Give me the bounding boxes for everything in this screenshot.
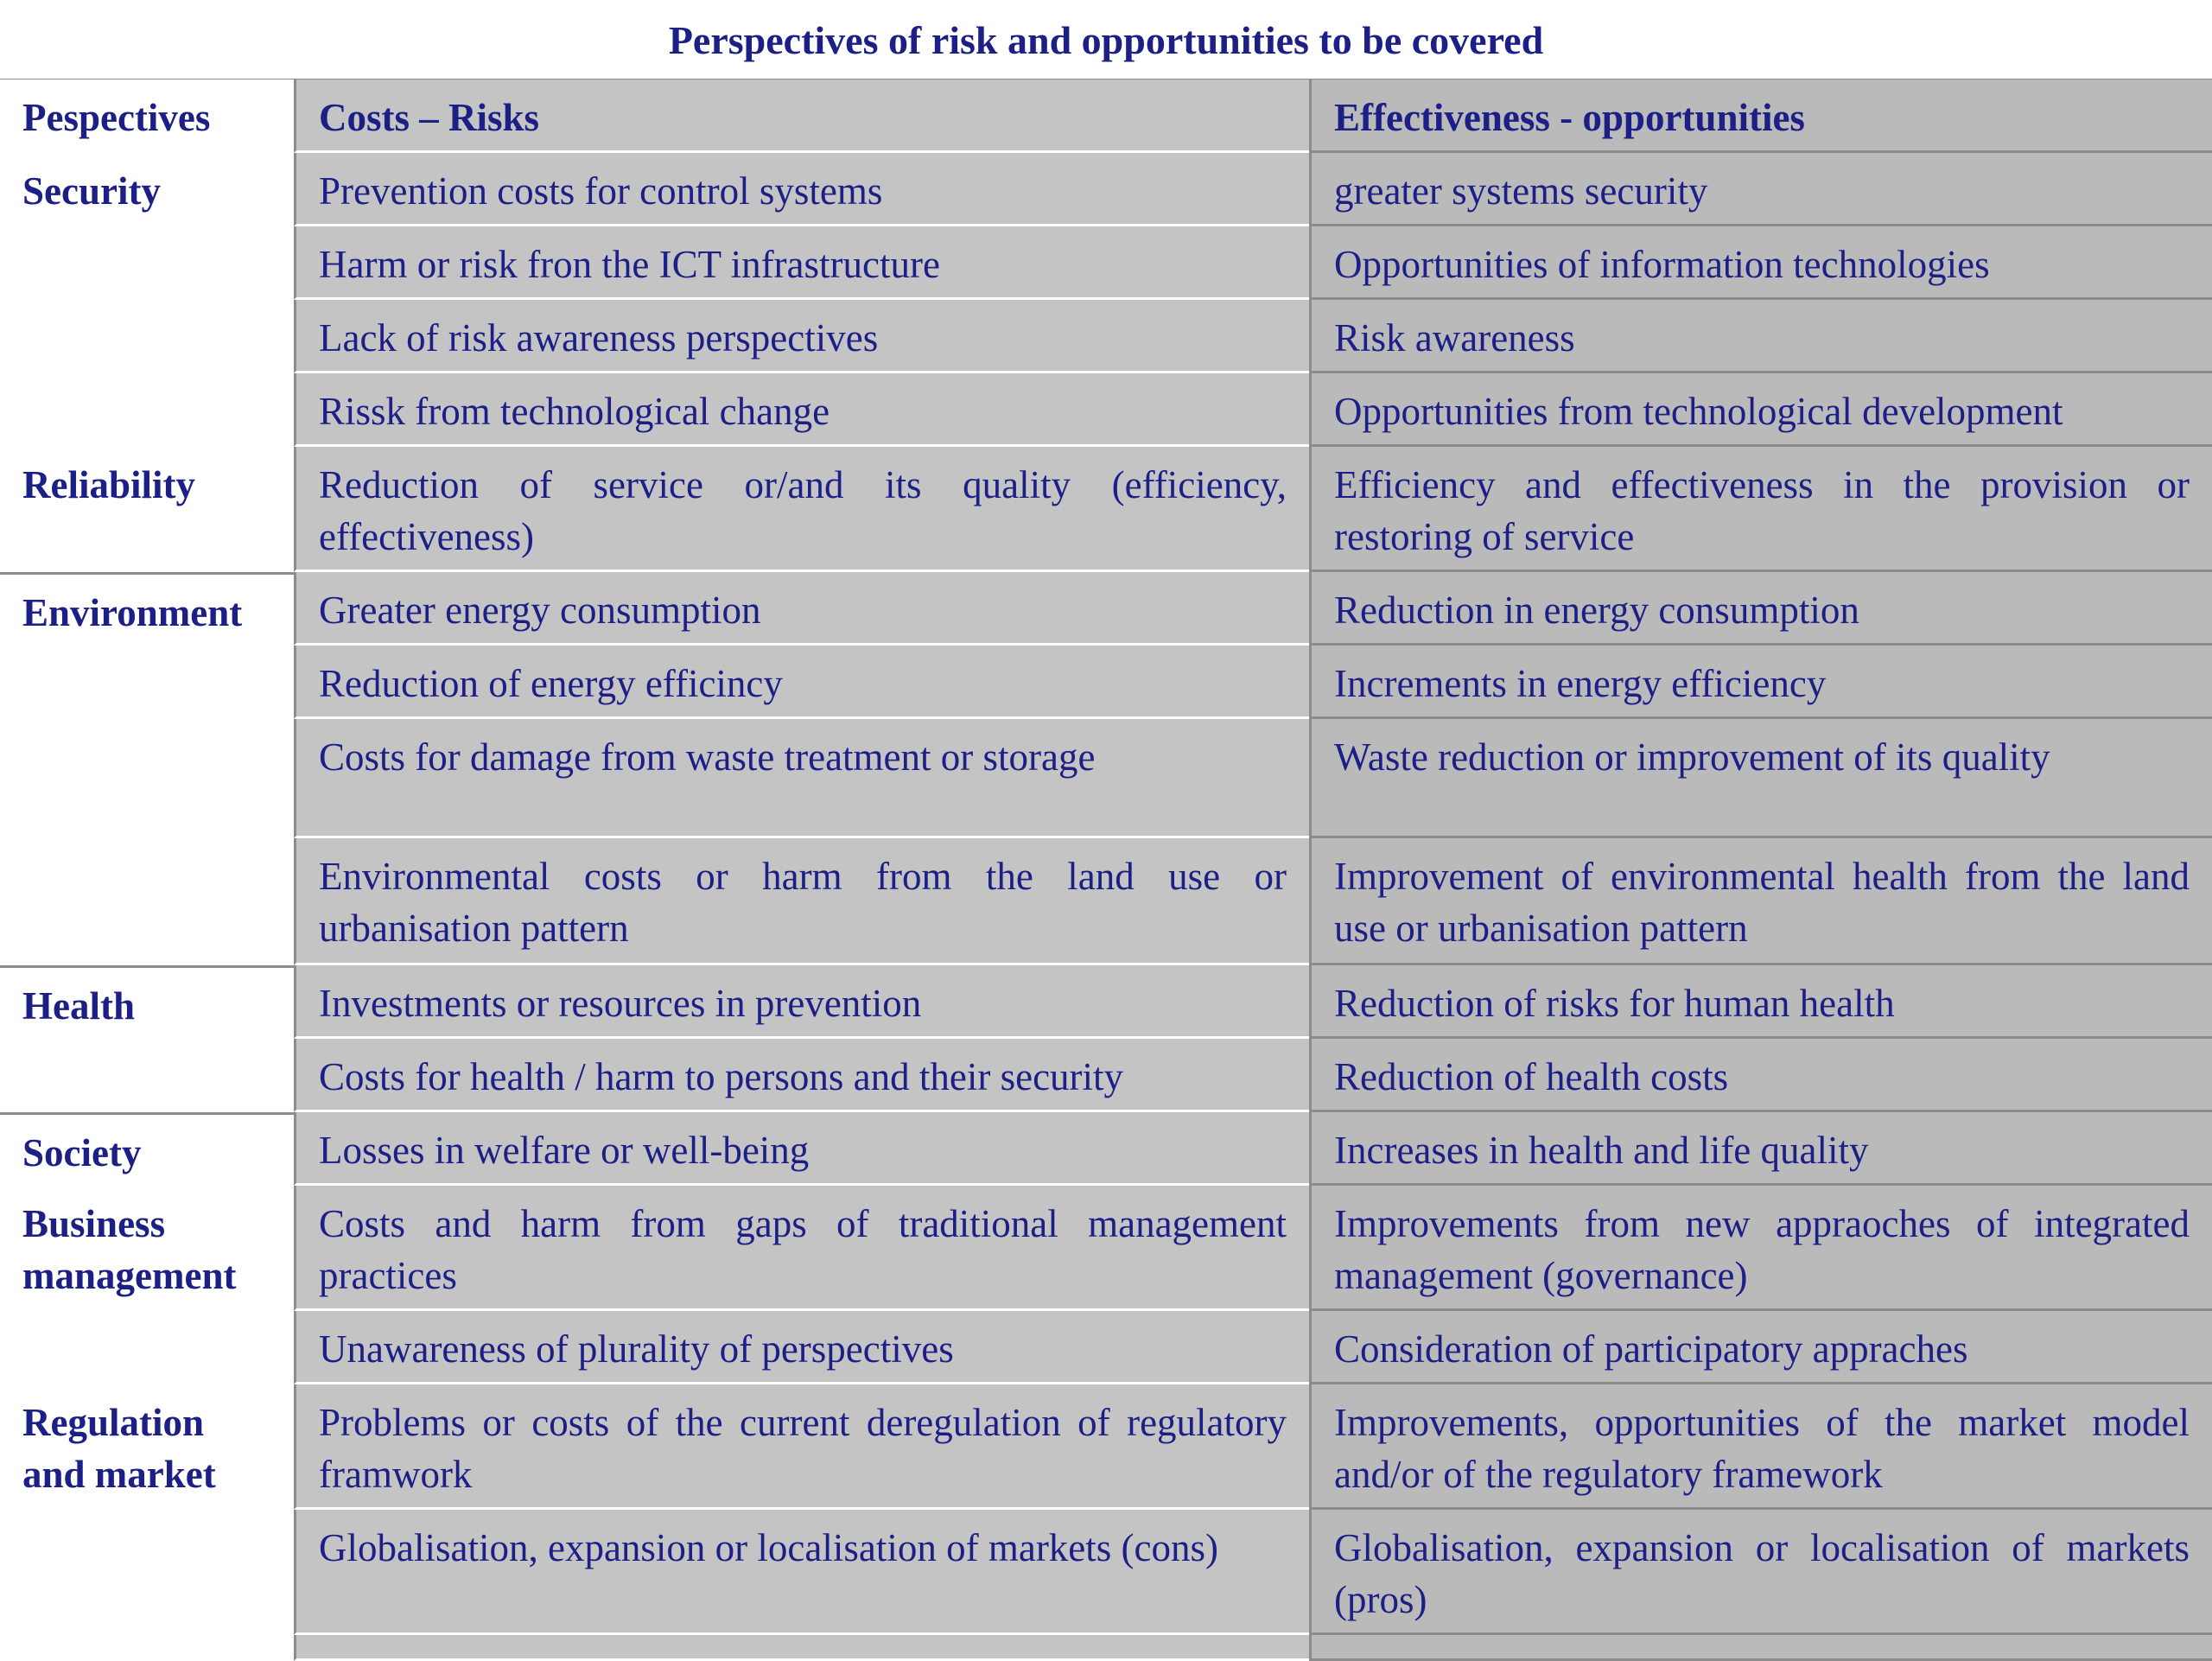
- cost-cell: Problems or costs of the current deregulation of regulatory framwork: [294, 1384, 1309, 1510]
- perspective-empty: [0, 646, 294, 719]
- perspective-business-management: Business management: [0, 1186, 294, 1311]
- cost-cell: Investments or resources in prevention: [294, 965, 1309, 1039]
- effect-cell: Risk awareness: [1309, 300, 2212, 373]
- perspective-empty: [0, 373, 294, 447]
- cost-cell: Prevention costs for control systems: [294, 153, 1309, 226]
- header-perspectives: Pespectives: [0, 80, 294, 153]
- perspective-empty: [0, 719, 294, 838]
- effect-cell: Consideration of participatory appraches: [1309, 1311, 2212, 1384]
- effect-cell: Improvements, opportunities of the market model and/or of the regulatory framework: [1309, 1384, 2212, 1510]
- cost-cell: Costs and harm from gaps of traditional management practices: [294, 1186, 1309, 1311]
- effect-cell: Reduction of risks for human health: [1309, 965, 2212, 1039]
- effect-cell: Waste reduction or improvement of its quality: [1309, 719, 2212, 838]
- effect-cell: Efficiency and effectiveness in the provision or restoring of service: [1309, 447, 2212, 572]
- perspective-empty: [0, 1510, 294, 1635]
- table-title: Perspectives of risk and opportunities to be covered: [668, 17, 1544, 62]
- perspective-empty: [0, 838, 294, 965]
- effect-cell: Increases in health and life quality: [1309, 1112, 2212, 1186]
- cost-cell: Globalisation, expansion or localisation of markets (cons): [294, 1510, 1309, 1635]
- header-effectiveness-opportunities: Effectiveness - opportunities: [1309, 80, 2212, 153]
- cost-cell: Unawareness of plurality of perspectives: [294, 1311, 1309, 1384]
- effect-cell: Globalisation, expansion or localisation of markets (pros): [1309, 1510, 2212, 1635]
- effect-cell: Improvements from new appraoches of integrated management (governance): [1309, 1186, 2212, 1311]
- effect-cell: Reduction in energy consumption: [1309, 572, 2212, 646]
- effect-cell: Opportunities from technological development: [1309, 373, 2212, 447]
- effect-cell: greater systems security: [1309, 153, 2212, 226]
- cost-cell: Greater energy consumption: [294, 572, 1309, 646]
- perspective-society: Society: [0, 1112, 294, 1186]
- cost-cell: Harm or risk fron the ICT infrastructure: [294, 226, 1309, 300]
- perspective-empty: [0, 226, 294, 300]
- cost-cell: Reduction of energy efficincy: [294, 646, 1309, 719]
- header-costs-risks: Costs – Risks: [294, 80, 1309, 153]
- effect-cell-partial: [1309, 1635, 2212, 1661]
- effect-cell: Increments in energy efficiency: [1309, 646, 2212, 719]
- cost-cell: Rissk from technological change: [294, 373, 1309, 447]
- perspective-empty: [0, 1635, 294, 1661]
- perspective-health: Health: [0, 965, 294, 1039]
- cost-cell-partial: [294, 1635, 1309, 1661]
- cost-cell: Reduction of service or/and its quality (efficiency, effectiveness): [294, 447, 1309, 572]
- perspective-empty: [0, 1311, 294, 1384]
- perspective-environment: Environment: [0, 572, 294, 646]
- cost-cell: Costs for damage from waste treatment or storage: [294, 719, 1309, 838]
- perspective-security: Security: [0, 153, 294, 226]
- cost-cell: Costs for health / harm to persons and their security: [294, 1039, 1309, 1112]
- perspective-regulation-and-market: Regulation and market: [0, 1384, 294, 1510]
- perspective-reliability: Reliability: [0, 447, 294, 572]
- cost-cell: Lack of risk awareness perspectives: [294, 300, 1309, 373]
- perspective-empty: [0, 300, 294, 373]
- effect-cell: Opportunities of information technologies: [1309, 226, 2212, 300]
- effect-cell: Improvement of environmental health from the land use or urbanisation pattern: [1309, 838, 2212, 965]
- effect-cell: Reduction of health costs: [1309, 1039, 2212, 1112]
- risk-opportunity-table: [0, 80, 2212, 1661]
- cost-cell: Environmental costs or harm from the land use or urbanisation pattern: [294, 838, 1309, 965]
- cost-cell: Losses in welfare or well-being: [294, 1112, 1309, 1186]
- perspective-empty: [0, 1039, 294, 1112]
